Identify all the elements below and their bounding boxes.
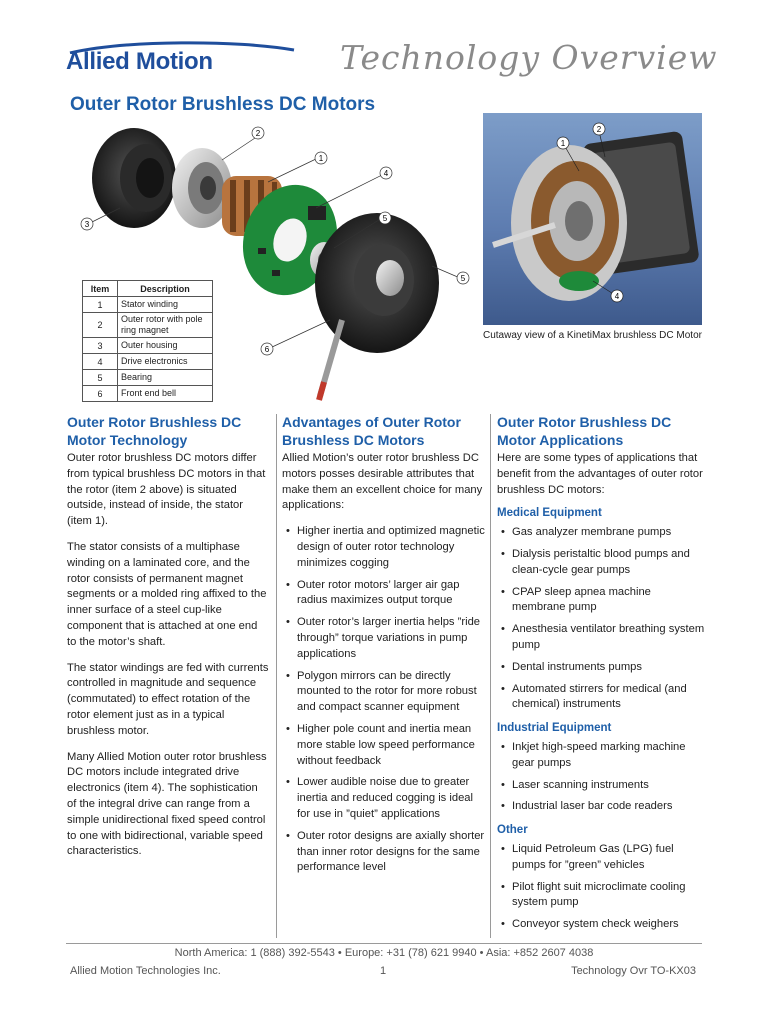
list-item: • Outer rotor designs are axially shorter than inner rotor designs for the same performance level	[282, 829, 485, 876]
medical-equipment-list	[497, 525, 705, 713]
list-item: • Higher pole count and inertia mean more stable low speed performance without feedback	[282, 722, 485, 769]
table-row	[83, 386, 213, 402]
applications-heading: Outer Rotor Brushless DC Motor Applications	[497, 414, 672, 448]
list-item: • Anesthesia ventilator breathing system pump	[497, 622, 705, 654]
svg-text:3: 3	[84, 220, 90, 229]
allied-motion-logo	[66, 40, 298, 84]
list-item: • Dialysis peristaltic blood pumps and clean-cycle gear pumps	[497, 547, 705, 579]
technology-paragraph: Many Allied Motion outer rotor brushless DC motors include integrated drive electronics (item 4). The sophistication of the integral drive can range from a simple unidirectional fixed speed control to one with bidirectional, variable speed characteristics.	[67, 750, 267, 858]
photo-callout-4	[611, 290, 623, 302]
parts-item-number: 4	[83, 354, 118, 370]
photo-callout-1	[557, 137, 569, 149]
svg-text:2: 2	[255, 129, 261, 138]
column-divider	[490, 414, 491, 938]
svg-text:5: 5	[382, 214, 388, 223]
callout-5-second	[457, 272, 469, 284]
cutaway-motor-photo	[483, 113, 702, 325]
page-title: Outer Rotor Brushless DC Motors	[70, 94, 376, 115]
callout-4	[380, 167, 392, 179]
industrial-equipment-subheading: Industrial Equipment	[497, 722, 612, 735]
column-divider	[276, 414, 277, 938]
photo-callout-2	[593, 123, 605, 135]
parts-item-description: Bearing	[118, 370, 213, 386]
cutaway-motor-illustration	[483, 113, 702, 325]
parts-table-header-item: Item	[83, 281, 118, 297]
callout-6	[261, 343, 273, 355]
table-row	[83, 297, 213, 313]
parts-table-header-description: Description	[118, 281, 213, 297]
outer-housing-part	[92, 128, 176, 228]
list-item: • Polygon mirrors can be directly mounted to the rotor for more robust and compact scanner equipment	[282, 669, 485, 716]
list-item: • Outer rotor motors’ larger air gap radius maximizes output torque	[282, 578, 485, 610]
svg-text:5: 5	[460, 274, 466, 283]
logo-wordmark: Allied Motion	[66, 48, 213, 75]
svg-text:1: 1	[560, 139, 566, 148]
list-item: • Higher inertia and optimized magnetic design of outer rotor technology minimizes cogging	[282, 524, 485, 571]
technology-paragraph: The stator windings are fed with currents controlled in magnitude and sequence (commutated) to effect rotation of the rotor element just as in a typical brushless motor.	[67, 661, 269, 737]
parts-item-description: Stator winding	[118, 297, 213, 313]
callout-3	[81, 218, 93, 230]
table-row	[83, 313, 213, 338]
list-item: • Pilot flight suit microclimate cooling system pump	[497, 880, 705, 912]
list-item: • Laser scanning instruments	[497, 778, 705, 794]
table-row	[83, 338, 213, 354]
list-item: • Outer rotor’s larger inertia helps ”ride through” torque variations in pump applications	[282, 615, 485, 662]
callout-1	[315, 152, 327, 164]
other-applications-list	[497, 842, 705, 933]
parts-item-number: 6	[83, 386, 118, 402]
svg-text:4: 4	[614, 292, 620, 301]
industrial-equipment-list	[497, 740, 705, 815]
advantages-intro: Allied Motion’s outer rotor brushless DC motors posses desirable attributes that make them an excellent choice for many applications:	[282, 452, 483, 512]
technology-heading: Outer Rotor Brushless DC Motor Technology	[67, 414, 242, 448]
company-name: Allied Motion Technologies Inc.	[70, 965, 221, 977]
list-item: • Conveyor system check weighers	[497, 917, 705, 933]
list-item: • Liquid Petroleum Gas (LPG) fuel pumps for ”green” vehicles	[497, 842, 705, 874]
parts-item-number: 3	[83, 338, 118, 354]
footer-rule	[66, 943, 702, 944]
advantages-heading: Advantages of Outer Rotor Brushless DC Motors	[282, 414, 461, 448]
parts-item-number: 1	[83, 297, 118, 313]
list-item: • Automated stirrers for medical (and chemical) instruments	[497, 682, 705, 714]
advantages-list	[282, 524, 485, 876]
document-id: Technology Ovr TO-KX03	[571, 965, 696, 977]
table-row	[83, 354, 213, 370]
list-item: • CPAP sleep apnea machine membrane pump	[497, 585, 705, 617]
page-number: 1	[380, 965, 387, 977]
photo-caption: Cutaway view of a KinetiMax brushless DC Motor	[483, 330, 702, 341]
medical-equipment-subheading: Medical Equipment	[497, 507, 602, 520]
parts-item-description: Outer rotor with pole ring magnet	[118, 313, 213, 338]
contact-line: North America: 1 (888) 392-5543 • Europe: +31 (78) 621 9940 • Asia: +852 2607 4038	[174, 947, 594, 959]
list-item: • Industrial laser bar code readers	[497, 799, 705, 815]
technology-column	[67, 413, 269, 870]
technology-paragraph: The stator consists of a multiphase winding on a laminated core, and the rotor consists of permanent magnet segments or a molded ring affixed to the inner surface of a steel cup-like component that is attached at one end to the motor’s shaft.	[67, 540, 267, 648]
list-item: • Gas analyzer membrane pumps	[497, 525, 705, 541]
svg-text:6: 6	[264, 345, 270, 354]
parts-item-number: 5	[83, 370, 118, 386]
technology-paragraph: Outer rotor brushless DC motors differ from typical brushless DC motors in that the rotor (item 2 above) is situated outside, instead of inside, the stator (item 1).	[67, 452, 266, 528]
document-type-title: Technology Overview	[340, 38, 718, 77]
list-item: • Dental instruments pumps	[497, 660, 705, 676]
callout-5	[379, 212, 391, 224]
front-end-bell-part	[315, 213, 439, 400]
svg-text:2: 2	[596, 125, 602, 134]
parts-item-description: Drive electronics	[118, 354, 213, 370]
parts-item-description: Front end bell	[118, 386, 213, 402]
parts-item-description: Outer housing	[118, 338, 213, 354]
svg-text:1: 1	[318, 154, 324, 163]
callout-2	[252, 127, 264, 139]
svg-text:4: 4	[383, 169, 389, 178]
applications-column	[497, 413, 705, 939]
table-row	[83, 370, 213, 386]
other-subheading: Other	[497, 824, 528, 837]
applications-intro: Here are some types of applications that benefit from the advantages of outer rotor brushless DC motors:	[497, 452, 703, 496]
advantages-column	[282, 413, 485, 882]
parts-table	[82, 280, 213, 402]
list-item: • Inkjet high-speed marking machine gear pumps	[497, 740, 705, 772]
list-item: • Lower audible noise due to greater inertia and reduced cogging is ideal for use in ”quiet” applications	[282, 775, 485, 822]
parts-item-number: 2	[83, 313, 118, 338]
